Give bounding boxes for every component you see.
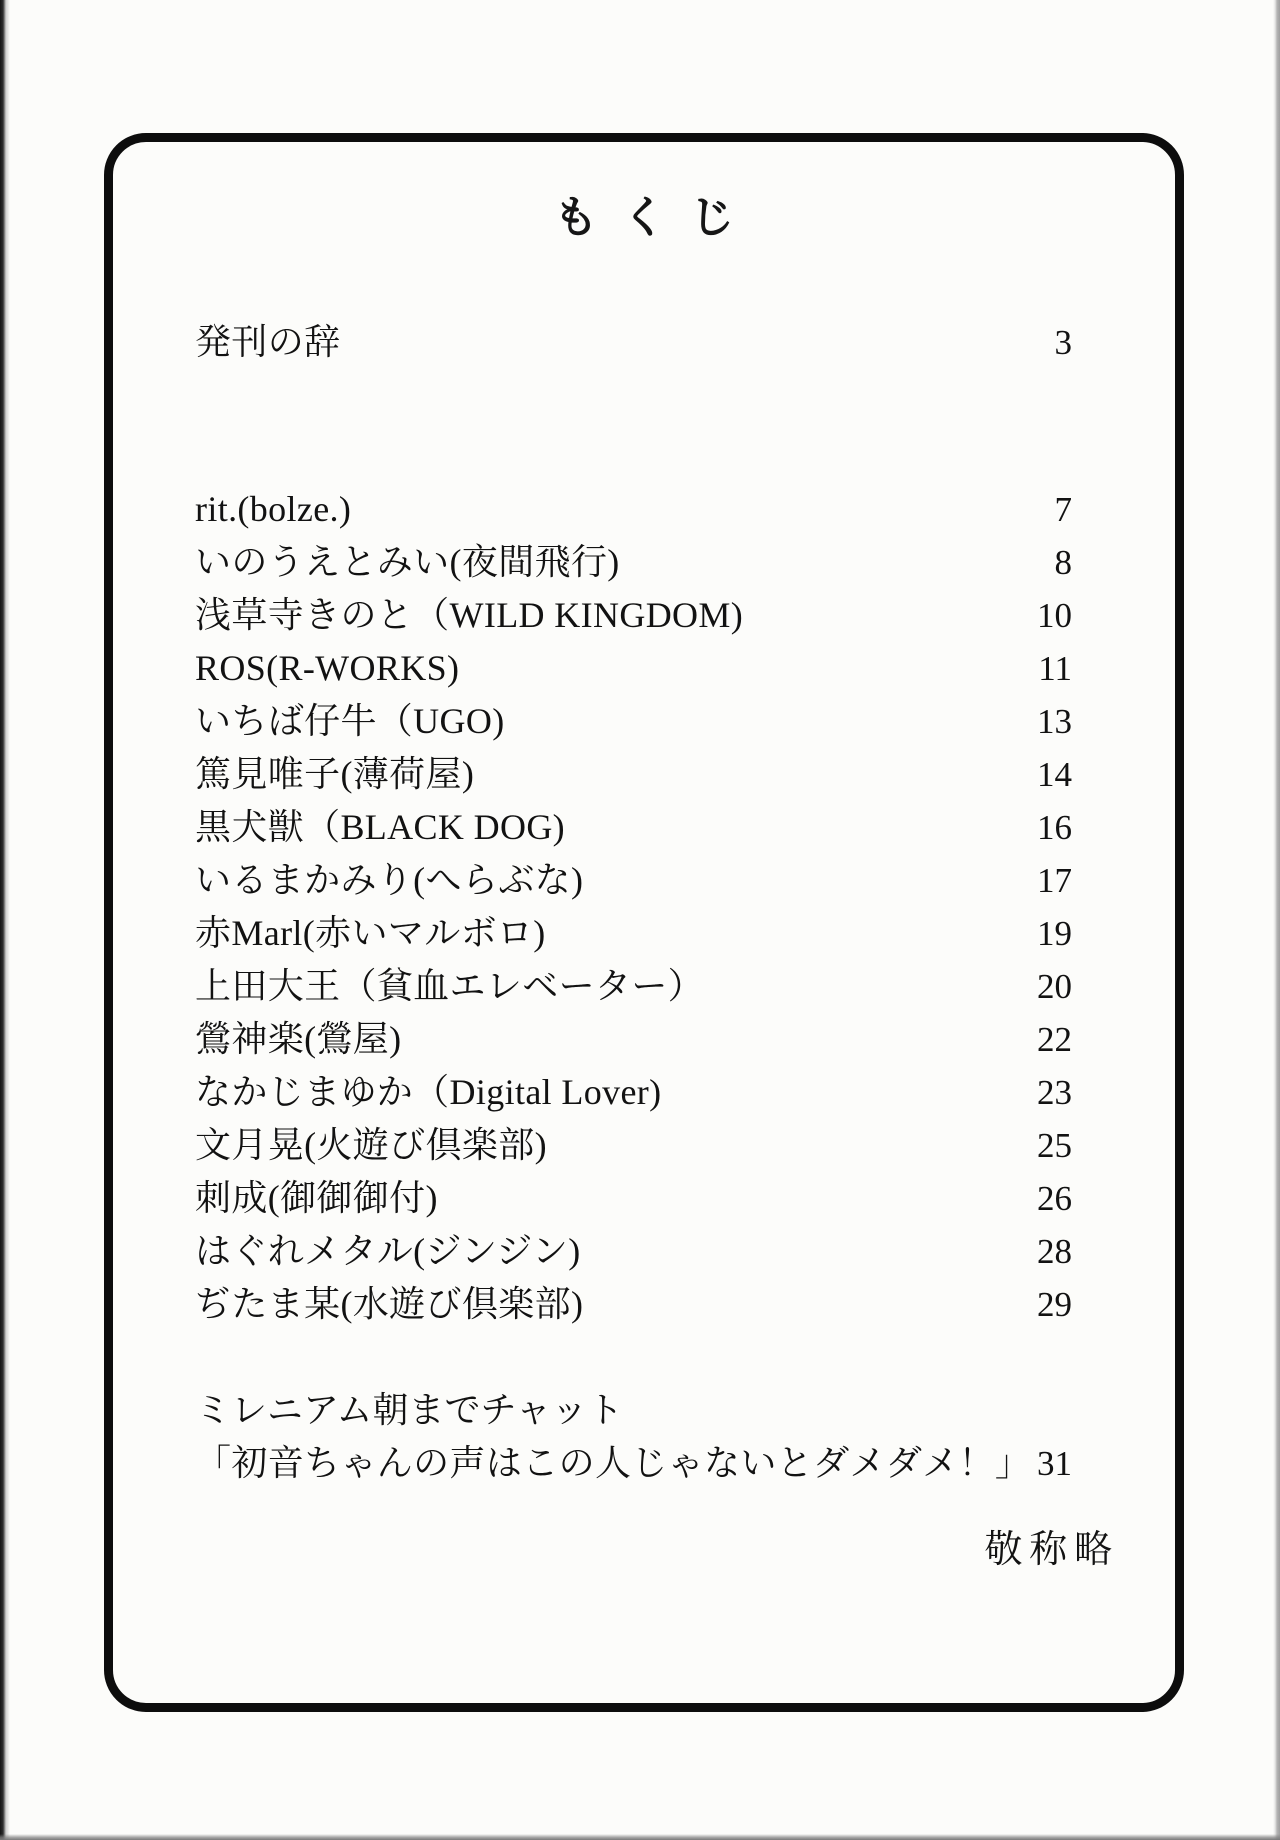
toc-entry-page: 31 (1037, 1444, 1072, 1483)
toc-entry-page: 10 (1037, 596, 1072, 635)
toc-row (195, 695, 1072, 748)
honorifics-note: 敬称略 (984, 1529, 1119, 1571)
toc-entry-label: 文月晃(火遊び倶楽部) (195, 1125, 547, 1165)
scan-edge-right (1273, 0, 1280, 1840)
toc-entry-label: いのうえとみい(夜間飛行) (195, 542, 620, 582)
toc-entry-page: 28 (1037, 1232, 1072, 1271)
toc-entry-label: ROS(R-WORKS) (195, 648, 460, 688)
toc-special-title: ミレニアム朝までチャット (195, 1390, 624, 1430)
toc-entry-page: 26 (1037, 1179, 1072, 1218)
toc-section-artists (195, 483, 1072, 1331)
toc-row (195, 589, 1072, 642)
toc-entry-page: 7 (1054, 490, 1072, 529)
toc-row (195, 1172, 1072, 1225)
toc-entry-label: rit.(bolze.) (195, 489, 352, 529)
toc-row (195, 1437, 1072, 1490)
toc-special-entry (113, 1384, 1175, 1490)
toc-entry-page: 19 (1037, 914, 1072, 953)
scan-edge-left (0, 0, 10, 1840)
toc-entry-page: 13 (1037, 702, 1072, 741)
toc-entry-label: ぢたま某(水遊び倶楽部) (195, 1284, 584, 1324)
toc-row (195, 854, 1072, 907)
toc-row (195, 801, 1072, 854)
toc-entry-label: 上田大王（貧血エレベーター） (195, 966, 705, 1006)
toc-row (195, 1066, 1072, 1119)
toc-entry-page: 16 (1037, 808, 1072, 847)
toc-entry-page: 14 (1037, 755, 1072, 794)
toc-border-box (104, 133, 1184, 1712)
toc-row (195, 316, 1072, 369)
page-title: もくじ (553, 193, 759, 242)
toc-entry-label: 赤Marl(赤いマルボロ) (195, 913, 546, 953)
toc-entry-label: いるまかみり(へらぶな) (195, 860, 584, 900)
toc-entry-page: 25 (1037, 1126, 1072, 1165)
toc-special-subtitle: 「初音ちゃんの声はこの人じゃないとダメダメ！」 (195, 1443, 1032, 1483)
toc-entry-label: いちば仔牛（UGO) (195, 701, 505, 741)
toc-entry-label: 刺成(御御御付) (195, 1178, 438, 1218)
toc-row (195, 1013, 1072, 1066)
toc-row (195, 1119, 1072, 1172)
toc-row (195, 642, 1072, 695)
scan-edge-bottom (0, 1834, 1280, 1840)
toc-entry-label: 篤見唯子(薄荷屋) (195, 754, 475, 794)
toc-row (195, 1278, 1072, 1331)
toc-list (113, 316, 1175, 1331)
toc-entry-label: 鶯神楽(鶯屋) (195, 1019, 402, 1059)
toc-entry-page: 11 (1038, 649, 1072, 688)
toc-row (195, 536, 1072, 589)
toc-entry-label: 発刊の辞 (195, 322, 341, 362)
toc-entry-page: 20 (1037, 967, 1072, 1006)
toc-entry-page: 29 (1037, 1285, 1072, 1324)
toc-row (195, 907, 1072, 960)
toc-entry-label: はぐれメタル(ジンジン) (195, 1231, 581, 1271)
toc-entry-label: なかじまゆか（Digital Lover) (195, 1072, 662, 1112)
toc-entry-page: 22 (1037, 1020, 1072, 1059)
toc-row (195, 960, 1072, 1013)
toc-row (195, 483, 1072, 536)
toc-entry-label: 黒犬獣（BLACK DOG) (195, 807, 566, 847)
toc-entry-label: 浅草寺きのと（WILD KINGDOM) (195, 595, 744, 635)
toc-entry-page: 17 (1037, 861, 1072, 900)
toc-entry-page: 8 (1054, 543, 1072, 582)
toc-row (195, 1225, 1072, 1278)
toc-entry-page: 3 (1054, 323, 1072, 362)
toc-section-preface (195, 316, 1072, 369)
toc-row (195, 748, 1072, 801)
toc-entry-page: 23 (1037, 1073, 1072, 1112)
